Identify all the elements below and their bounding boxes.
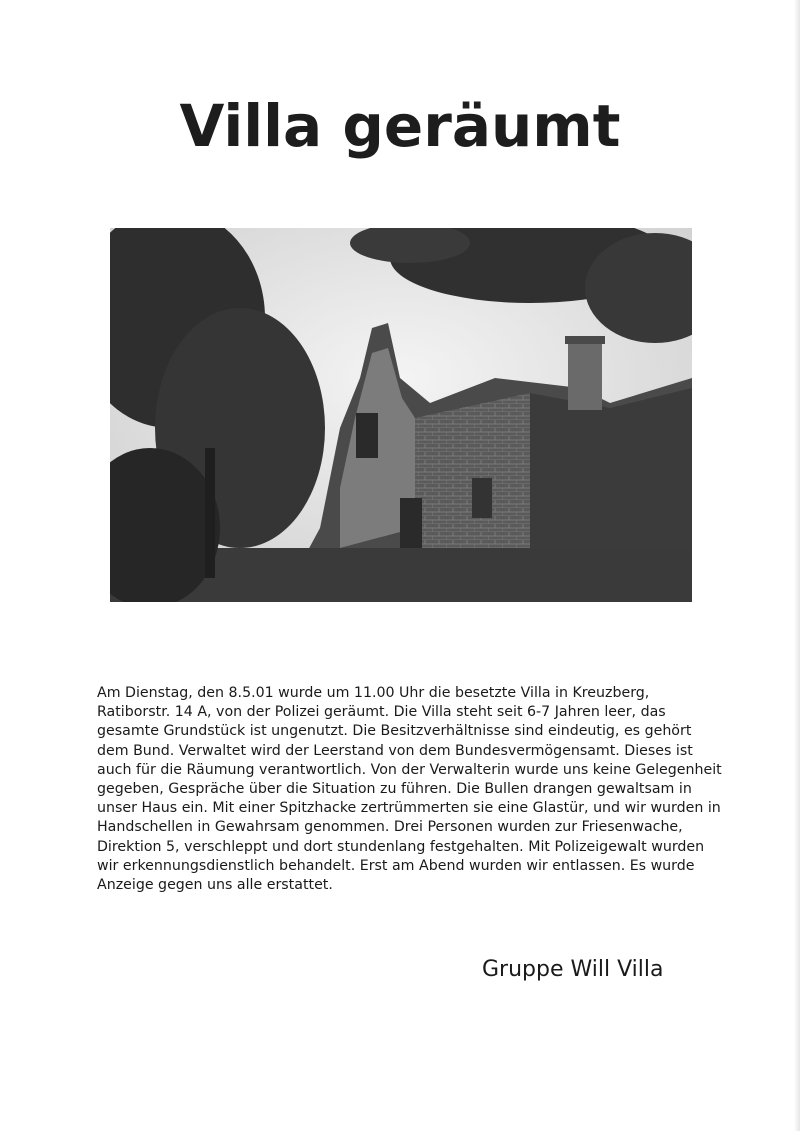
- article-body: Am Dienstag, den 8.5.01 wurde um 11.00 Uhr die besetzte Villa in Kreuzberg, Ratiborstr. 14 A, von der Polizei geräumt. Die Villa steht seit 6-7 Jahren leer, das gesamte Grundstück ist ungenutzt. Die Besitzverhältnisse sind eindeutig, es gehört dem Bund. Verwaltet wird der Leerstand von dem Bundesvermögensamt. Dieses ist auch für die Räumung verantwortlich. Von der Verwalterin wurde uns keine Gelegenheit gegeben, Gespräche über die Situation zu führen. Die Bullen drangen gewaltsam in unser Haus ein. Mit einer Spitzhacke zertrümmerten sie eine Glastür, und wir wurden in Handschellen in Gewahrsam genommen. Drei Personen wurden zur Friesenwache, Direktion 5, verschleppt und dort stundenlang festgehalten. Mit Polizeigewalt wurden wir erkennungsdienstlich behandelt. Erst am Abend wurden wir entlassen. Es wurde Anzeige gegen uns alle erstattet.: [97, 685, 722, 894]
- page-title: Villa geräumt: [179, 92, 621, 160]
- villa-photo-drawing: [110, 228, 692, 602]
- scan-edge: [794, 0, 800, 1131]
- villa-photo: [110, 228, 692, 602]
- signature: Gruppe Will Villa: [482, 957, 664, 982]
